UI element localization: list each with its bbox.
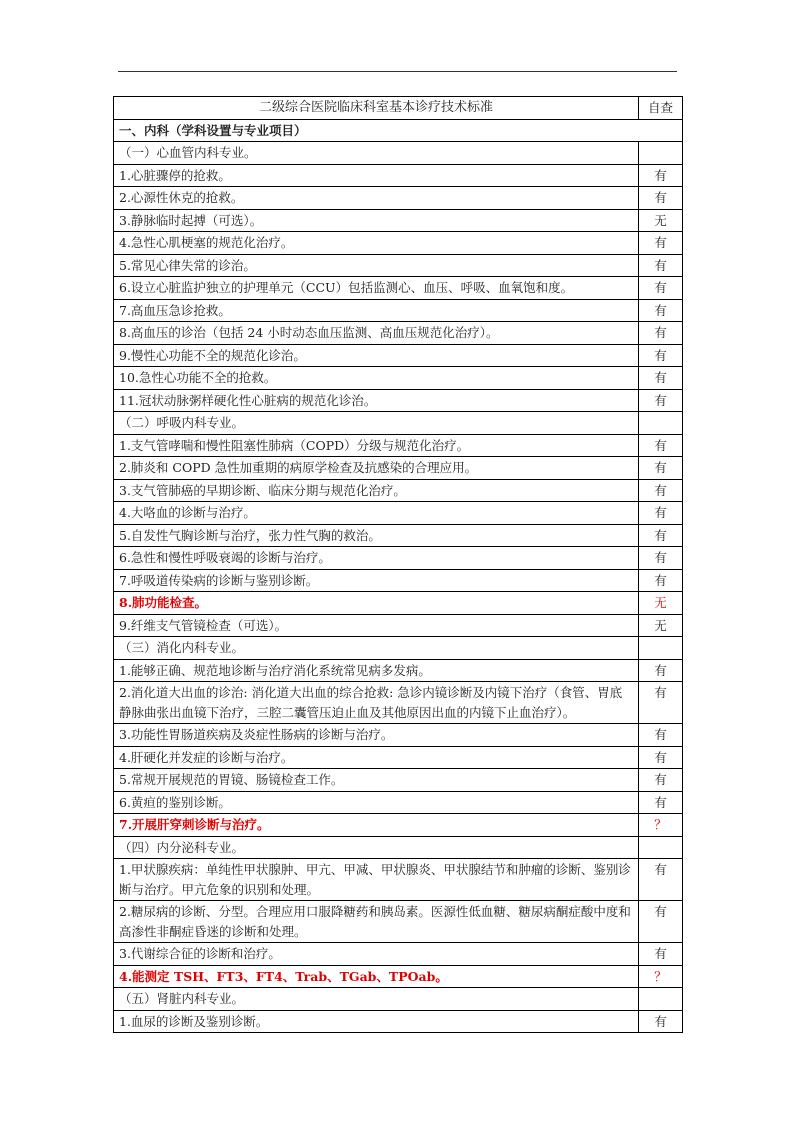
- item-check-mark: 有: [639, 457, 683, 480]
- item-text: 8.肺功能检查。: [114, 592, 639, 615]
- item-check-mark: 有: [639, 659, 683, 682]
- item-check-mark: 有: [639, 943, 683, 966]
- item-text: 3.功能性胃肠道疾病及炎症性肠病的诊断与治疗。: [114, 724, 639, 747]
- table-row: [114, 254, 683, 277]
- item-text: 7.呼吸道传染病的诊断与鉴别诊断。: [114, 569, 639, 592]
- table-row: [114, 524, 683, 547]
- item-check-mark: 有: [639, 367, 683, 390]
- item-text: 2.肺炎和 COPD 急性加重期的病原学检查及抗感染的合理应用。: [114, 457, 639, 480]
- item-check-mark: 有: [639, 344, 683, 367]
- item-check-mark: 无: [639, 614, 683, 637]
- item-check-mark: 有: [639, 746, 683, 769]
- table-row: [114, 814, 683, 837]
- item-check-mark: 有: [639, 524, 683, 547]
- table-row: [114, 367, 683, 390]
- item-text: 1.血尿的诊断及鉴别诊断。: [114, 1010, 639, 1033]
- item-text: 2.心源性休克的抢救。: [114, 187, 639, 210]
- check-column-header: 自查: [639, 97, 683, 120]
- table-row: [114, 859, 683, 901]
- item-text: 5.常见心律失常的诊治。: [114, 254, 639, 277]
- section-row: [114, 119, 683, 142]
- item-text: 4.急性心肌梗塞的规范化治疗。: [114, 232, 639, 255]
- table-row: [114, 901, 683, 943]
- subsection-title: （三）消化内科专业。: [114, 637, 639, 660]
- item-check-mark: 无: [639, 592, 683, 615]
- subsection-check-cell: [639, 142, 683, 165]
- table-row: [114, 943, 683, 966]
- subsection-check-cell: [639, 412, 683, 435]
- table-title: 二级综合医院临床科室基本诊疗技术标准: [114, 97, 639, 120]
- item-check-mark: 无: [639, 209, 683, 232]
- table-row: [114, 724, 683, 747]
- table-row: [114, 232, 683, 255]
- table-row: [114, 965, 683, 988]
- item-check-mark: 有: [639, 547, 683, 570]
- table-row: [114, 592, 683, 615]
- subsection-row: [114, 637, 683, 660]
- item-text: 1.能够正确、规范地诊断与治疗消化系统常见病多发病。: [114, 659, 639, 682]
- item-check-mark: ？: [639, 965, 683, 988]
- item-text: 1.支气管哮喘和慢性阻塞性肺病（COPD）分级与规范化治疗。: [114, 434, 639, 457]
- item-text: 6.黄疸的鉴别诊断。: [114, 791, 639, 814]
- item-check-mark: 有: [639, 682, 683, 724]
- subsection-title: （一）心血管内科专业。: [114, 142, 639, 165]
- item-text: 9.纤维支气管镜检查（可选）。: [114, 614, 639, 637]
- header-rule: [118, 71, 677, 72]
- table-row: [114, 614, 683, 637]
- item-text: 6.急性和慢性呼吸衰竭的诊断与治疗。: [114, 547, 639, 570]
- item-text: 3.代谢综合征的诊断和治疗。: [114, 943, 639, 966]
- subsection-row: [114, 142, 683, 165]
- table-row: [114, 187, 683, 210]
- table-row: [114, 164, 683, 187]
- item-check-mark: 有: [639, 724, 683, 747]
- table-row: [114, 479, 683, 502]
- item-check-mark: 有: [639, 299, 683, 322]
- subsection-row: [114, 412, 683, 435]
- item-text: 6.设立心脏监护独立的护理单元（CCU）包括监测心、血压、呼吸、血氧饱和度。: [114, 277, 639, 300]
- item-text: 7.高血压急诊抢救。: [114, 299, 639, 322]
- item-text: 8.高血压的诊治（包括 24 小时动态血压监测、高血压规范化治疗）。: [114, 322, 639, 345]
- item-check-mark: 有: [639, 479, 683, 502]
- table-row: [114, 457, 683, 480]
- table-row: [114, 659, 683, 682]
- item-check-mark: ？: [639, 814, 683, 837]
- table-header-row: [114, 97, 683, 120]
- item-text: 5.自发性气胸诊断与治疗，张力性气胸的救治。: [114, 524, 639, 547]
- item-text: 4.大咯血的诊断与治疗。: [114, 502, 639, 525]
- item-check-mark: 有: [639, 502, 683, 525]
- item-check-mark: 有: [639, 322, 683, 345]
- table-row: [114, 344, 683, 367]
- subsection-row: [114, 988, 683, 1011]
- subsection-title: （二）呼吸内科专业。: [114, 412, 639, 435]
- table-row: [114, 434, 683, 457]
- item-check-mark: 有: [639, 254, 683, 277]
- item-text: 9.慢性心功能不全的规范化诊治。: [114, 344, 639, 367]
- table-row: [114, 1010, 683, 1033]
- item-text: 7.开展肝穿刺诊断与治疗。: [114, 814, 639, 837]
- item-check-mark: 有: [639, 1010, 683, 1033]
- table-row: [114, 277, 683, 300]
- item-check-mark: 有: [639, 434, 683, 457]
- table-row: [114, 791, 683, 814]
- subsection-title: （四）内分泌科专业。: [114, 836, 639, 859]
- item-check-mark: 有: [639, 569, 683, 592]
- item-check-mark: 有: [639, 791, 683, 814]
- item-check-mark: 有: [639, 859, 683, 901]
- section-title: 一、内科（学科设置与专业项目）: [114, 119, 683, 142]
- table-row: [114, 299, 683, 322]
- table-row: [114, 547, 683, 570]
- table-row: [114, 502, 683, 525]
- item-text: 2.消化道大出血的诊治: 消化道大出血的综合抢救: 急诊内镜诊断及内镜下治疗（食管、胃底静脉曲张出血镜下治疗，三腔二囊管压迫止血及其他原因出血的内镜下止血治疗）。: [114, 682, 639, 724]
- item-text: 3.支气管肺癌的早期诊断、临床分期与规范化治疗。: [114, 479, 639, 502]
- item-text: 1.心脏骤停的抢救。: [114, 164, 639, 187]
- item-text: 5.常规开展规范的胃镜、肠镜检查工作。: [114, 769, 639, 792]
- table-row: [114, 769, 683, 792]
- subsection-check-cell: [639, 988, 683, 1011]
- table-row: [114, 746, 683, 769]
- subsection-check-cell: [639, 637, 683, 660]
- table-row: [114, 389, 683, 412]
- item-text: 2.糖尿病的诊断、分型。合理应用口服降糖药和胰岛素。医源性低血糖、糖尿病酮症酸中度和高渗性非酮症昏迷的诊断和处理。: [114, 901, 639, 943]
- table-row: [114, 322, 683, 345]
- item-check-mark: 有: [639, 232, 683, 255]
- item-check-mark: 有: [639, 164, 683, 187]
- item-text: 1.甲状腺疾病：单纯性甲状腺肿、甲亢、甲减、甲状腺炎、甲状腺结节和肿瘤的诊断、鉴别诊断与治疗。甲亢危象的识别和处理。: [114, 859, 639, 901]
- standards-table: [113, 96, 683, 1033]
- subsection-title: （五）肾脏内科专业。: [114, 988, 639, 1011]
- table-row: [114, 682, 683, 724]
- table-row: [114, 209, 683, 232]
- subsection-row: [114, 836, 683, 859]
- item-text: 10.急性心功能不全的抢救。: [114, 367, 639, 390]
- standards-table-body: [114, 97, 683, 1033]
- item-text: 4.肝硬化并发症的诊断与治疗。: [114, 746, 639, 769]
- item-text: 4.能测定 TSH、FT3、FT4、Trab、TGab、TPOab。: [114, 965, 639, 988]
- item-check-mark: 有: [639, 769, 683, 792]
- item-check-mark: 有: [639, 901, 683, 943]
- item-text: 3.静脉临时起搏（可选）。: [114, 209, 639, 232]
- item-text: 11.冠状动脉粥样硬化性心脏病的规范化诊治。: [114, 389, 639, 412]
- item-check-mark: 有: [639, 187, 683, 210]
- item-check-mark: 有: [639, 389, 683, 412]
- subsection-check-cell: [639, 836, 683, 859]
- table-row: [114, 569, 683, 592]
- item-check-mark: 有: [639, 277, 683, 300]
